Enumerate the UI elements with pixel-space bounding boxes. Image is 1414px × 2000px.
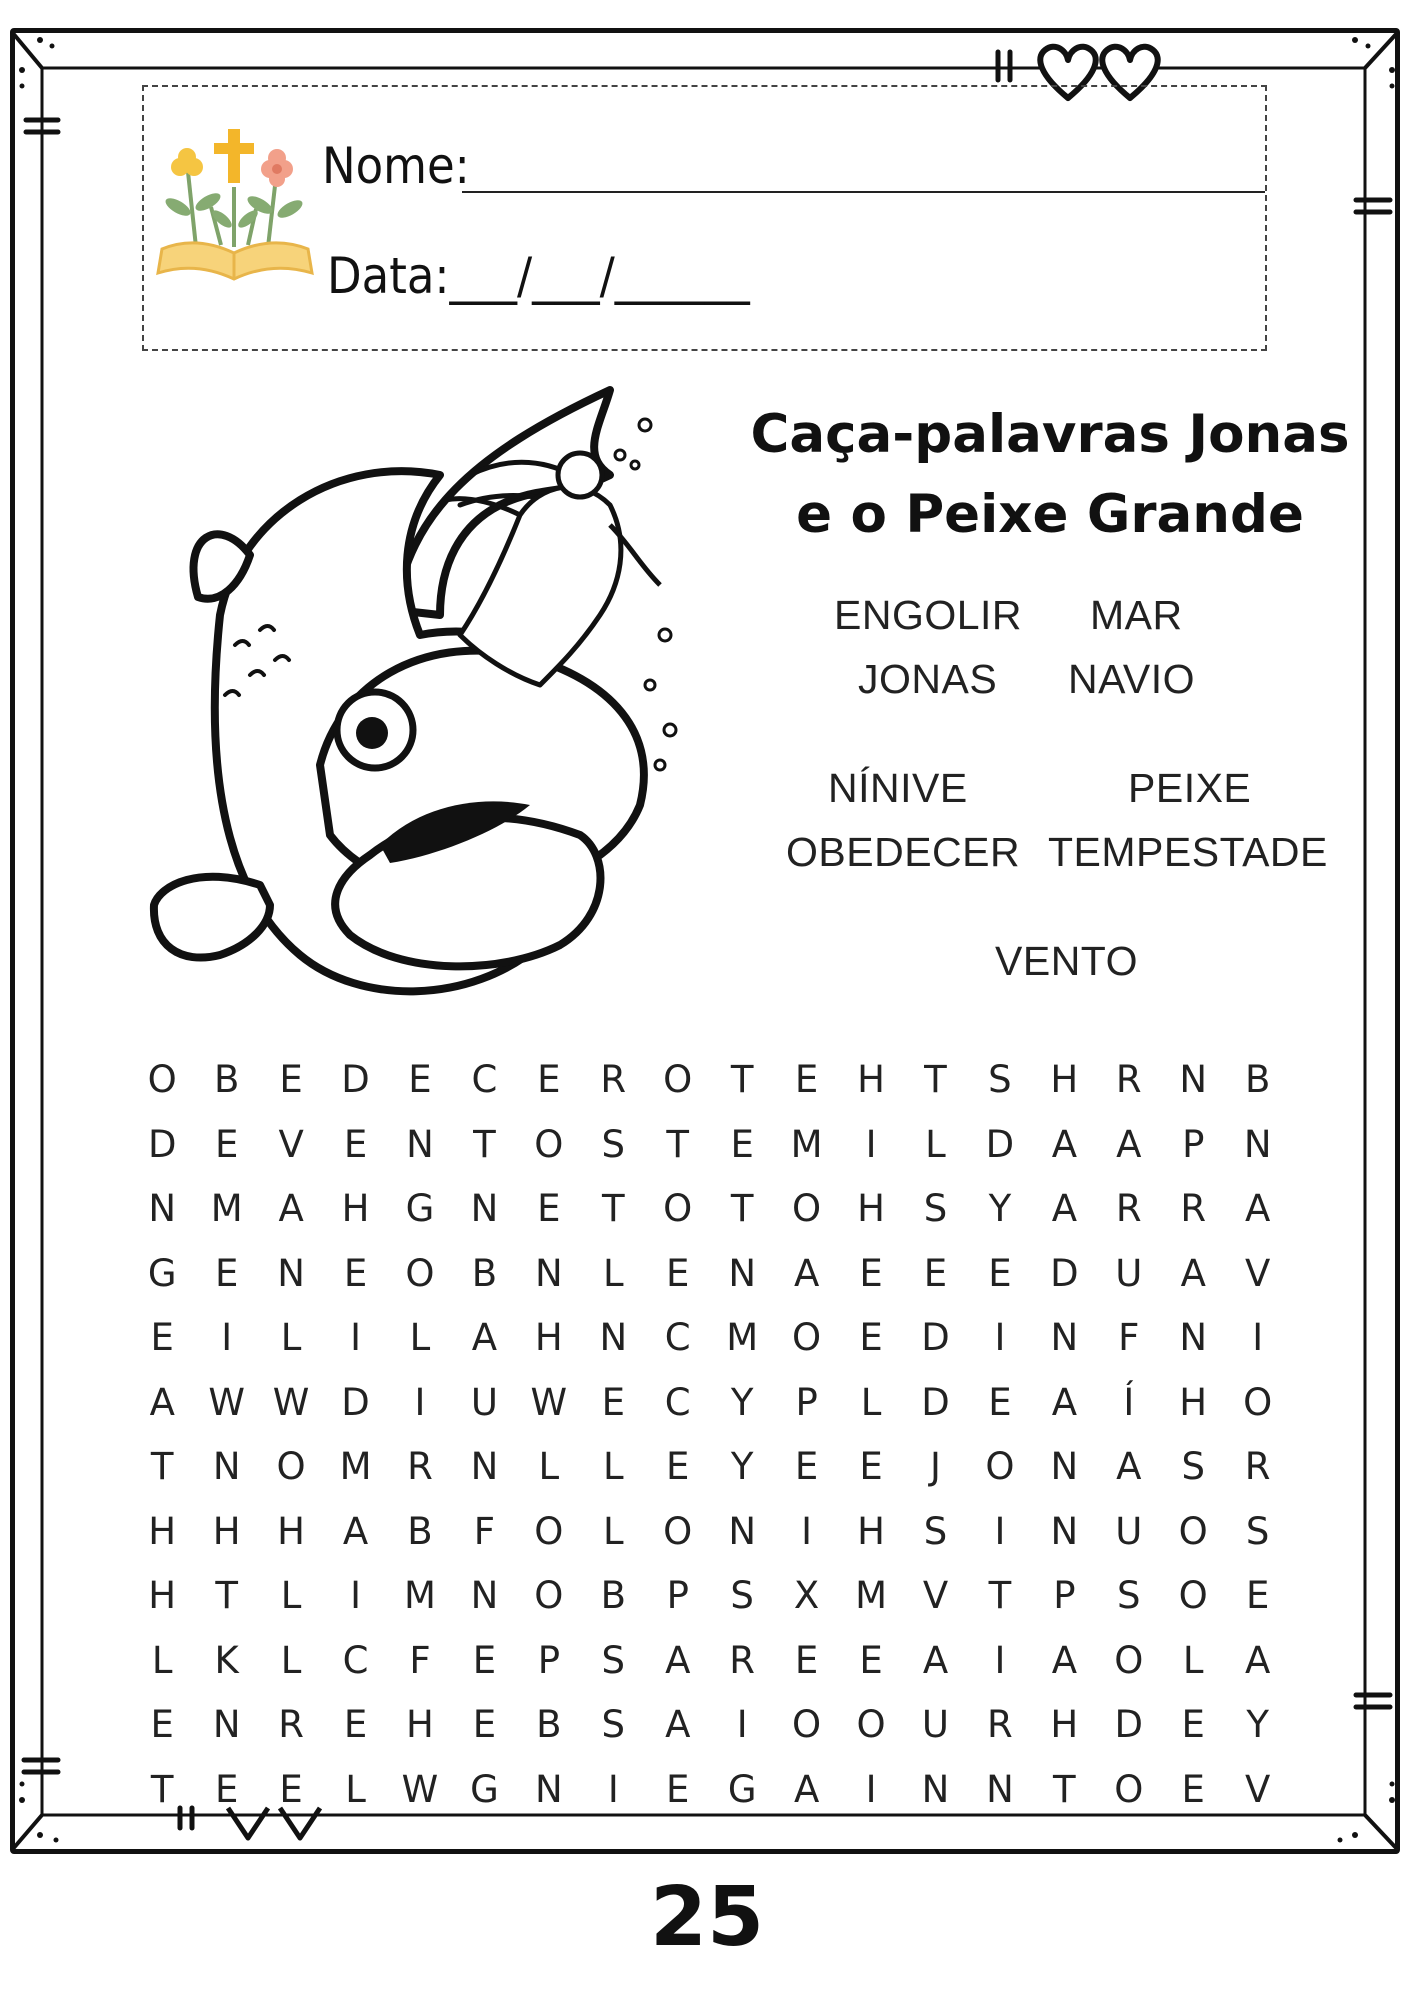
grid-cell[interactable]: B xyxy=(471,1251,498,1295)
grid-cell[interactable]: I xyxy=(607,1767,619,1811)
grid-cell[interactable]: O xyxy=(792,1703,822,1746)
grid-cell[interactable]: E xyxy=(279,1767,303,1811)
grid-cell[interactable]: N xyxy=(599,1316,628,1359)
grid-cell[interactable]: E xyxy=(214,1767,239,1811)
grid-cell[interactable]: U xyxy=(1115,1251,1143,1295)
name-label: Nome: xyxy=(322,137,470,195)
grid-cell[interactable]: E xyxy=(859,1251,883,1295)
grid-cell[interactable]: V xyxy=(278,1122,304,1166)
jonah-whale-icon xyxy=(140,385,780,1025)
grid-cell[interactable]: O xyxy=(1243,1380,1273,1424)
grid-cell[interactable]: I xyxy=(350,1574,361,1617)
grid-cell[interactable]: N xyxy=(535,1767,563,1811)
grid-row xyxy=(130,1177,1290,1242)
grid-cell[interactable]: H xyxy=(406,1703,434,1746)
grid-cell[interactable]: E xyxy=(730,1122,754,1166)
grid-row xyxy=(130,1693,1290,1758)
grid-cell[interactable]: O xyxy=(534,1509,564,1553)
grid-cell[interactable]: N xyxy=(470,1574,499,1617)
grid-cell[interactable]: S xyxy=(1181,1445,1205,1488)
word-bank-item: ENGOLIR xyxy=(834,592,1023,638)
grid-cell[interactable]: E xyxy=(150,1316,174,1359)
header-box xyxy=(142,85,1267,351)
grid-cell[interactable]: O xyxy=(1178,1574,1208,1617)
grid-cell[interactable]: L xyxy=(280,1574,302,1617)
grid-cell[interactable]: C xyxy=(664,1316,691,1359)
grid-cell[interactable]: H xyxy=(857,1058,885,1101)
grid-cell[interactable]: A xyxy=(1245,1187,1271,1230)
grid-cell[interactable]: N xyxy=(212,1703,241,1746)
grid-row xyxy=(130,1564,1290,1629)
grid-cell[interactable]: O xyxy=(534,1574,564,1617)
grid-cell[interactable]: E xyxy=(666,1251,690,1295)
grid-cell[interactable]: C xyxy=(664,1380,691,1424)
grid-cell[interactable]: I xyxy=(221,1316,233,1359)
grid-cell[interactable]: J xyxy=(930,1445,941,1488)
grid-cell[interactable]: O xyxy=(276,1445,306,1488)
grid-cell[interactable]: E xyxy=(794,1638,819,1682)
grid-cell[interactable]: E xyxy=(1181,1767,1205,1811)
grid-cell[interactable]: H xyxy=(148,1509,177,1553)
grid-cell[interactable]: B xyxy=(600,1574,626,1617)
grid-cell[interactable]: F xyxy=(1118,1316,1140,1359)
grid-cell[interactable]: I xyxy=(994,1509,1006,1553)
grid-cell[interactable]: S xyxy=(601,1638,626,1682)
grid-cell[interactable]: E xyxy=(794,1058,819,1101)
grid-cell[interactable]: M xyxy=(404,1574,436,1617)
grid-cell[interactable]: O xyxy=(1178,1509,1208,1553)
grid-cell[interactable]: O xyxy=(1114,1638,1144,1682)
grid-cell[interactable]: L xyxy=(280,1638,302,1682)
grid-row xyxy=(130,1048,1290,1113)
grid-cell[interactable]: L xyxy=(280,1316,302,1359)
grid-cell[interactable]: E xyxy=(343,1703,368,1746)
grid-cell[interactable]: T xyxy=(150,1445,174,1488)
grid-cell[interactable]: O xyxy=(405,1251,435,1295)
grid-row xyxy=(130,1629,1290,1694)
grid-cell[interactable]: E xyxy=(988,1380,1012,1424)
page-number: 25 xyxy=(649,1870,765,1965)
word-bank-item: PEIXE xyxy=(1128,765,1252,811)
grid-row xyxy=(130,1306,1290,1371)
word-bank-item: OBEDECER xyxy=(786,829,1021,875)
word-bank-item: NÍNIVE xyxy=(828,765,968,811)
grid-cell[interactable]: U xyxy=(1115,1509,1143,1553)
grid-cell[interactable]: T xyxy=(924,1058,947,1101)
grid-cell[interactable]: E xyxy=(150,1703,174,1746)
grid-cell[interactable]: D xyxy=(985,1122,1015,1166)
grid-cell[interactable]: E xyxy=(214,1251,239,1295)
grid-cell[interactable]: M xyxy=(855,1574,887,1617)
grid-cell[interactable]: L xyxy=(860,1380,882,1424)
grid-cell[interactable]: I xyxy=(865,1767,877,1811)
word-bank-item: JONAS xyxy=(858,656,998,702)
grid-cell[interactable]: P xyxy=(795,1380,818,1424)
grid-cell[interactable]: A xyxy=(149,1380,175,1424)
grid-cell[interactable]: Í xyxy=(1123,1380,1135,1424)
grid-cell[interactable]: D xyxy=(341,1380,370,1424)
grid-row xyxy=(130,1242,1290,1307)
title-line-2: e o Peixe Grande xyxy=(796,484,1304,545)
grid-cell[interactable]: H xyxy=(1050,1703,1079,1746)
grid-cell[interactable]: S xyxy=(1245,1509,1270,1553)
grid-cell[interactable]: A xyxy=(1051,1638,1077,1682)
grid-cell[interactable]: E xyxy=(1245,1574,1270,1617)
date-label: Data:___/___/______ xyxy=(327,247,750,305)
grid-cell[interactable]: E xyxy=(343,1122,368,1166)
grid-cell[interactable]: U xyxy=(921,1703,950,1746)
grid-cell[interactable]: S xyxy=(730,1574,754,1617)
grid-cell[interactable]: I xyxy=(994,1316,1006,1359)
grid-cell[interactable]: N xyxy=(277,1251,305,1295)
grid-cell[interactable]: O xyxy=(792,1187,822,1230)
grid-cell[interactable]: L xyxy=(925,1122,946,1166)
grid-cell[interactable]: L xyxy=(409,1316,431,1359)
grid-cell[interactable]: M xyxy=(210,1187,243,1230)
grid-cell[interactable]: M xyxy=(339,1445,372,1488)
grid-row xyxy=(130,1500,1290,1565)
grid-cell[interactable]: L xyxy=(1182,1638,1204,1682)
grid-cell[interactable]: T xyxy=(601,1187,625,1230)
grid-cell[interactable]: R xyxy=(1180,1187,1207,1230)
word-bank-item: VENTO xyxy=(995,938,1138,984)
grid-cell[interactable]: Y xyxy=(730,1380,754,1424)
grid-cell[interactable]: O xyxy=(663,1187,693,1230)
grid-cell[interactable]: H xyxy=(341,1187,370,1230)
grid-cell[interactable]: E xyxy=(794,1445,819,1488)
grid-cell[interactable]: N xyxy=(1050,1509,1079,1553)
grid-cell[interactable]: L xyxy=(602,1509,624,1553)
grid-cell[interactable]: I xyxy=(1252,1316,1264,1359)
grid-cell[interactable]: L xyxy=(345,1767,366,1811)
grid-row xyxy=(130,1435,1290,1500)
word-bank-item: MAR xyxy=(1090,592,1183,638)
grid-cell[interactable]: F xyxy=(409,1638,431,1682)
grid-cell[interactable]: E xyxy=(988,1251,1012,1295)
grid-cell[interactable]: E xyxy=(923,1251,948,1295)
grid-cell[interactable]: I xyxy=(994,1638,1006,1682)
grid-cell[interactable]: K xyxy=(214,1638,239,1682)
grid-cell[interactable]: E xyxy=(1181,1703,1205,1746)
grid-cell[interactable]: S xyxy=(601,1703,626,1746)
grid-cell[interactable]: T xyxy=(215,1574,238,1617)
grid-cell[interactable]: N xyxy=(470,1187,499,1230)
grid-cell[interactable]: H xyxy=(148,1574,177,1617)
grid-cell[interactable]: D xyxy=(341,1058,370,1101)
grid-cell[interactable]: A xyxy=(1245,1638,1271,1682)
grid-cell[interactable]: B xyxy=(536,1703,562,1746)
grid-cell[interactable]: N xyxy=(148,1187,177,1230)
grid-cell[interactable]: A xyxy=(342,1509,369,1553)
grid-cell[interactable]: A xyxy=(665,1703,691,1746)
grid-cell[interactable]: W xyxy=(401,1767,439,1811)
grid-cell[interactable]: N xyxy=(1243,1122,1272,1166)
grid-cell[interactable]: N xyxy=(1179,1316,1208,1359)
grid-cell[interactable]: P xyxy=(537,1638,560,1682)
grid-cell[interactable]: C xyxy=(471,1058,498,1101)
grid-cell[interactable]: V xyxy=(1245,1251,1271,1295)
grid-cell[interactable]: D xyxy=(921,1380,950,1424)
grid-cell[interactable]: O xyxy=(147,1058,177,1101)
grid-cell[interactable]: A xyxy=(793,1767,820,1811)
grid-cell[interactable]: M xyxy=(726,1316,759,1359)
grid-cell[interactable]: I xyxy=(414,1380,426,1424)
grid-cell[interactable]: L xyxy=(602,1445,624,1488)
grid-cell[interactable]: L xyxy=(151,1638,173,1682)
grid-cell[interactable]: S xyxy=(988,1058,1012,1101)
grid-cell[interactable]: H xyxy=(857,1509,885,1553)
grid-cell[interactable]: R xyxy=(987,1703,1013,1746)
grid-cell[interactable]: W xyxy=(208,1380,245,1424)
grid-cell[interactable]: A xyxy=(278,1187,304,1230)
grid-cell[interactable]: E xyxy=(472,1703,497,1746)
grid-cell[interactable]: A xyxy=(1116,1122,1142,1166)
name-field[interactable] xyxy=(462,191,1265,193)
grid-row xyxy=(130,1758,1290,1823)
grid-cell[interactable]: V xyxy=(1245,1767,1271,1811)
grid-cell[interactable]: D xyxy=(1114,1703,1144,1746)
grid-cell[interactable]: T xyxy=(150,1767,174,1811)
word-search-grid xyxy=(130,1048,1290,1822)
grid-cell[interactable]: T xyxy=(988,1574,1012,1617)
grid-row xyxy=(130,1113,1290,1178)
grid-cell[interactable]: S xyxy=(601,1122,626,1166)
grid-cell[interactable]: D xyxy=(921,1316,950,1359)
grid-cell[interactable]: T xyxy=(1053,1767,1076,1811)
grid-cell[interactable]: A xyxy=(1051,1187,1077,1230)
grid-cell[interactable]: P xyxy=(666,1574,689,1617)
grid-cell[interactable]: I xyxy=(865,1122,877,1166)
grid-cell[interactable]: Y xyxy=(1246,1703,1269,1746)
grid-cell[interactable]: O xyxy=(792,1316,822,1359)
grid-cell[interactable]: T xyxy=(666,1122,690,1166)
grid-cell[interactable]: B xyxy=(407,1509,433,1553)
grid-cell[interactable]: T xyxy=(730,1058,754,1101)
grid-cell[interactable]: E xyxy=(214,1122,239,1166)
grid-cell[interactable]: A xyxy=(793,1251,820,1295)
grid-cell[interactable]: N xyxy=(406,1122,434,1166)
grid-cell[interactable]: O xyxy=(856,1703,886,1746)
bible-cross-flowers-icon xyxy=(156,127,316,287)
grid-cell[interactable]: E xyxy=(472,1638,497,1682)
grid-cell[interactable]: H xyxy=(212,1509,241,1553)
grid-cell[interactable]: N xyxy=(212,1445,241,1488)
grid-cell[interactable]: G xyxy=(470,1767,499,1811)
grid-cell[interactable]: B xyxy=(1244,1058,1271,1101)
grid-cell[interactable]: X xyxy=(793,1574,820,1617)
grid-cell[interactable]: D xyxy=(147,1122,177,1166)
grid-cell[interactable]: R xyxy=(729,1638,756,1682)
grid-cell[interactable]: R xyxy=(278,1703,304,1746)
grid-cell[interactable]: L xyxy=(602,1251,624,1295)
grid-cell[interactable]: N xyxy=(1179,1058,1208,1101)
grid-cell[interactable]: R xyxy=(407,1445,433,1488)
grid-cell[interactable]: S xyxy=(1117,1574,1141,1617)
grid-row xyxy=(130,1371,1290,1436)
grid-cell[interactable]: A xyxy=(1180,1251,1206,1295)
grid-cell[interactable]: A xyxy=(1051,1380,1077,1424)
grid-cell[interactable]: O xyxy=(663,1058,693,1101)
grid-cell[interactable]: E xyxy=(408,1058,432,1101)
grid-cell[interactable]: E xyxy=(859,1316,883,1359)
grid-cell[interactable]: R xyxy=(600,1058,627,1101)
grid-cell[interactable]: D xyxy=(1050,1251,1079,1295)
grid-cell[interactable]: R xyxy=(1115,1058,1142,1101)
grid-cell[interactable]: I xyxy=(736,1703,748,1746)
page-title xyxy=(740,395,1360,555)
word-bank-item: TEMPESTADE xyxy=(1048,829,1328,875)
grid-cell[interactable]: N xyxy=(1050,1445,1079,1488)
grid-cell[interactable]: N xyxy=(921,1767,950,1811)
grid-cell[interactable]: G xyxy=(727,1767,757,1811)
grid-cell[interactable]: G xyxy=(405,1187,435,1230)
grid-cell[interactable]: E xyxy=(601,1380,625,1424)
title-line-1: Caça-palavras Jonas xyxy=(750,404,1350,465)
grid-cell[interactable]: E xyxy=(859,1445,883,1488)
grid-cell[interactable]: L xyxy=(538,1445,560,1488)
grid-cell[interactable]: Y xyxy=(730,1445,754,1488)
grid-cell[interactable]: R xyxy=(1115,1187,1142,1230)
grid-cell[interactable]: O xyxy=(663,1509,693,1553)
grid-cell[interactable]: N xyxy=(728,1509,756,1553)
grid-cell[interactable]: S xyxy=(923,1187,948,1230)
grid-cell[interactable]: I xyxy=(801,1509,813,1553)
grid-cell[interactable]: V xyxy=(922,1574,949,1617)
grid-cell[interactable]: H xyxy=(857,1187,885,1230)
word-bank-item: NAVIO xyxy=(1068,656,1196,702)
grid-cell[interactable]: N xyxy=(535,1251,563,1295)
grid-cell[interactable]: O xyxy=(534,1122,564,1166)
grid-cell[interactable]: E xyxy=(666,1445,690,1488)
grid-cell[interactable]: H xyxy=(1179,1380,1208,1424)
grid-cell[interactable]: P xyxy=(1182,1122,1205,1166)
grid-cell[interactable]: M xyxy=(790,1122,823,1166)
grid-cell[interactable]: N xyxy=(986,1767,1014,1811)
grid-cell[interactable]: A xyxy=(922,1638,949,1682)
grid-cell[interactable]: W xyxy=(530,1380,568,1424)
grid-cell[interactable]: P xyxy=(1053,1574,1076,1617)
grid-cell[interactable]: R xyxy=(1244,1445,1271,1488)
grid-cell[interactable]: F xyxy=(473,1509,496,1553)
grid-cell[interactable]: N xyxy=(1050,1316,1079,1359)
grid-cell[interactable]: N xyxy=(728,1251,756,1295)
grid-cell[interactable]: E xyxy=(537,1058,561,1101)
grid-cell[interactable]: O xyxy=(1114,1767,1144,1811)
grid-cell[interactable]: I xyxy=(350,1316,361,1359)
grid-cell[interactable]: A xyxy=(471,1316,498,1359)
grid-cell[interactable]: H xyxy=(534,1316,563,1359)
grid-cell[interactable]: H xyxy=(1050,1058,1079,1101)
grid-cell[interactable]: N xyxy=(470,1445,499,1488)
grid-cell[interactable]: C xyxy=(342,1638,369,1682)
grid-cell[interactable]: E xyxy=(666,1767,690,1811)
grid-cell[interactable]: H xyxy=(277,1509,305,1553)
grid-cell[interactable]: A xyxy=(1051,1122,1077,1166)
grid-cell[interactable]: W xyxy=(272,1380,310,1424)
grid-cell[interactable]: G xyxy=(147,1251,177,1295)
grid-cell[interactable]: A xyxy=(1116,1445,1142,1488)
grid-cell[interactable]: E xyxy=(859,1638,883,1682)
grid-cell[interactable]: O xyxy=(985,1445,1015,1488)
grid-cell[interactable]: U xyxy=(470,1380,498,1424)
grid-cell[interactable]: T xyxy=(473,1122,496,1166)
grid-cell[interactable]: T xyxy=(730,1187,754,1230)
grid-cell[interactable]: S xyxy=(923,1509,948,1553)
grid-cell[interactable]: E xyxy=(343,1251,368,1295)
grid-cell[interactable]: E xyxy=(537,1187,561,1230)
grid-cell[interactable]: Y xyxy=(988,1187,1012,1230)
grid-cell[interactable]: A xyxy=(665,1638,691,1682)
grid-cell[interactable]: E xyxy=(279,1058,303,1101)
grid-cell[interactable]: B xyxy=(213,1058,240,1101)
